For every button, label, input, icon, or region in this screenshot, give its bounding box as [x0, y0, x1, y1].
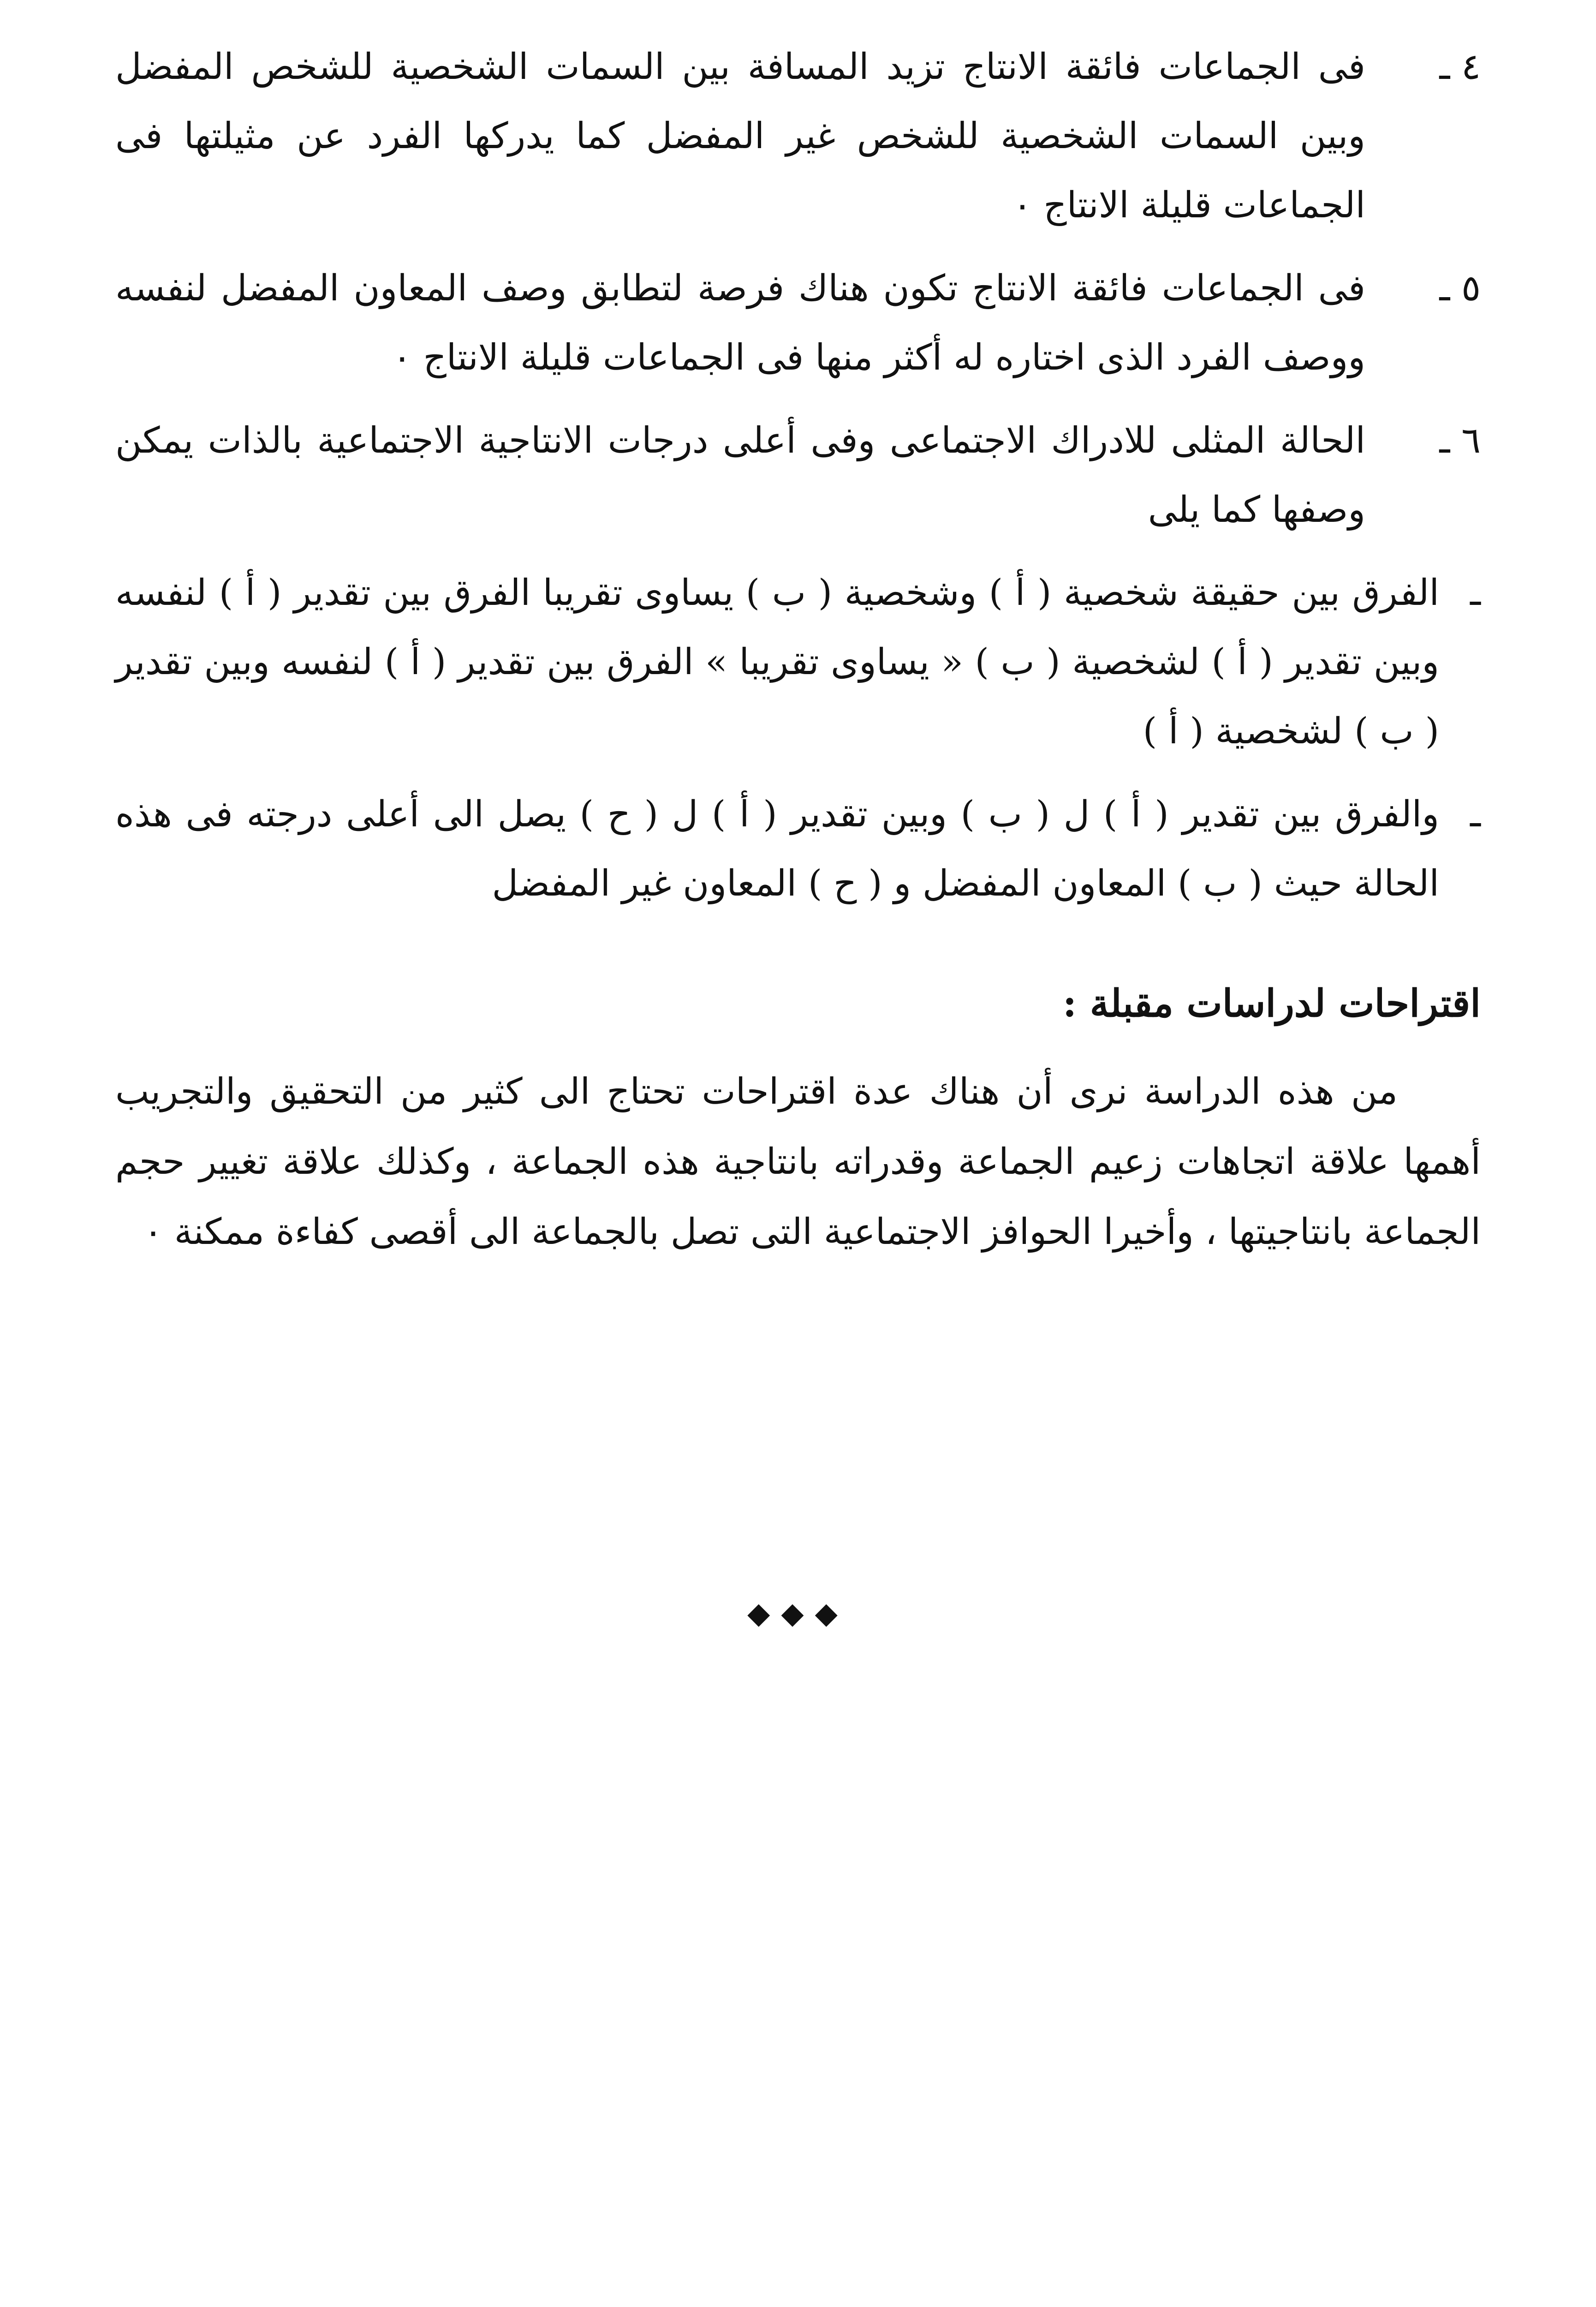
- bullet-item-2: [115, 780, 1481, 918]
- numbered-item-4: [115, 32, 1481, 240]
- bullet-item-1: [115, 558, 1481, 766]
- numbered-item-5: [115, 254, 1481, 392]
- diamond-ornament-icon: ◆◆◆: [747, 1596, 849, 1631]
- item-number: ٥ ـ: [1439, 268, 1481, 309]
- bullet-text: الفرق بين حقيقة شخصية ( أ ) وشخصية ( ب ) يساوى تقريبا الفرق بين تقدير ( أ ) لنفسه وبين تقدير ( أ ) لشخصية ( ب ) « يساوى تقريبا » الفرق بين تقدير ( أ ) لنفسه وبين تقدير ( ب ) لشخصية ( أ ): [115, 572, 1439, 752]
- bullet-text: والفرق بين تقدير ( أ ) ل ( ب ) وبين تقدير ( أ ) ل ( ح ) يصل الى أعلى درجته فى هذه الحالة حيث ( ب ) المعاون المفضل و ( ح ) المعاون غير المفضل: [115, 794, 1439, 904]
- item-text: فى الجماعات فائقة الانتاج تكون هناك فرصة لتطابق وصف المعاون المفضل لنفسه ووصف الفرد الذى اختاره له أكثر منها فى الجماعات قليلة الانتاج ٠: [115, 268, 1365, 378]
- section-heading: اقتراحات لدراسات مقبلة :: [1062, 981, 1481, 1026]
- item-text: فى الجماعات فائقة الانتاج تزيد المسافة بين السمات الشخصية للشخص المفضل وبين السمات الشخصية للشخص غير المفضل كما يدركها الفرد عن مثيلتها فى الجماعات قليلة الانتاج ٠: [115, 46, 1365, 226]
- bullet-dash: ـ: [1470, 572, 1481, 614]
- item-number: ٦ ـ: [1439, 420, 1481, 461]
- item-text: الحالة المثلى للادراك الاجتماعى وفى أعلى درجات الانتاجية الاجتماعية بالذات يمكن وصفها كما يلى: [115, 420, 1365, 531]
- book-page: [115, 32, 1481, 2307]
- numbered-item-6: [115, 406, 1481, 544]
- section-paragraph: من هذه الدراسة نرى أن هناك عدة اقتراحات تحتاج الى كثير من التحقيق والتجريب أهمها علاقة اتجاهات زعيم الجماعة وقدراته بانتاجية هذه الجماعة ، وكذلك علاقة تغيير حجم الجماعة بانتاجيتها ، وأخيرا الحوافز الاجتماعية التى تصل بالجماعة الى أقصى كفاءة ممكنة ٠: [115, 1071, 1481, 1253]
- bullet-dash: ـ: [1470, 794, 1481, 835]
- item-number: ٤ ـ: [1439, 46, 1481, 88]
